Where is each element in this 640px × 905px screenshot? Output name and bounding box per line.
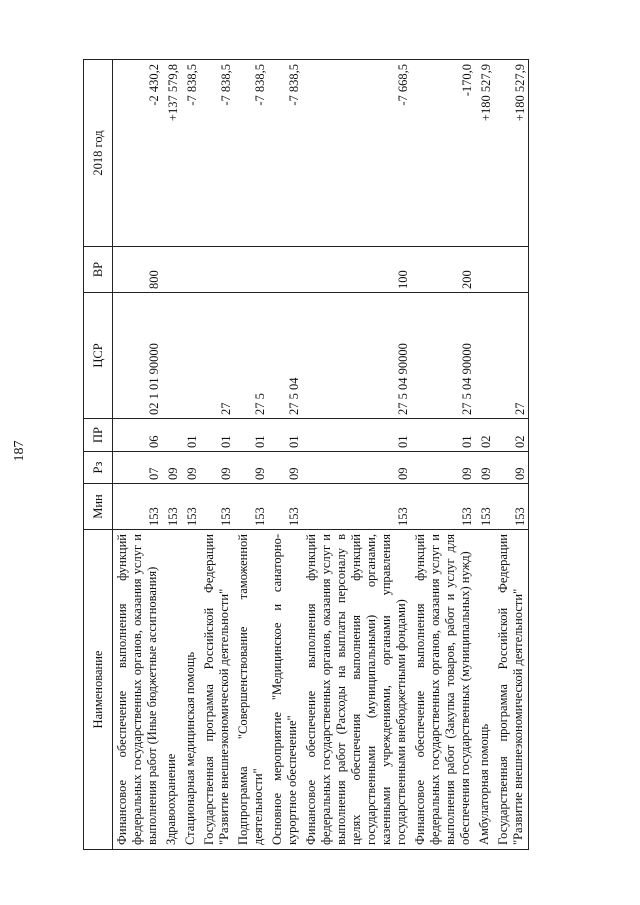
cell-value: -7 838,5 <box>268 60 302 247</box>
cell-pr: 06 <box>113 419 163 452</box>
cell-csr: 27 5 <box>234 293 268 419</box>
page-number: 187 <box>12 440 27 462</box>
cell-name: Государственная программа Российской Федерации "Развитие внешнеэкономической деятельности" <box>494 530 529 850</box>
cell-min: 153 <box>302 484 411 530</box>
cell-name: Здравоохранение <box>162 530 181 850</box>
table-row <box>162 60 181 850</box>
cell-min: 153 <box>181 484 200 530</box>
cell-pr: 01 <box>234 419 268 452</box>
cell-rz: 09 <box>475 452 494 484</box>
table-row <box>234 60 268 850</box>
header-pr: ПР <box>84 419 113 452</box>
header-name: Наименование <box>84 530 113 850</box>
cell-rz: 09 <box>181 452 200 484</box>
cell-csr: 27 <box>494 293 529 419</box>
table-row <box>200 60 234 850</box>
budget-table <box>83 59 529 850</box>
cell-csr <box>181 293 200 419</box>
header-csr: ЦСР <box>84 293 113 419</box>
header-min: Мин <box>84 484 113 530</box>
cell-value: -7 668,5 <box>302 60 411 247</box>
cell-rz: 09 <box>494 452 529 484</box>
cell-name: Финансовое обеспечение выполнения функций федеральных государственных органов, оказания услуг и выполнения работ (Иные бюджетные ассигнования) <box>113 530 163 850</box>
header-rz: Рз <box>84 452 113 484</box>
cell-rz: 09 <box>234 452 268 484</box>
cell-vr <box>268 247 302 293</box>
cell-name: Стационарная медицинская помощь <box>181 530 200 850</box>
cell-pr <box>162 419 181 452</box>
cell-min: 153 <box>200 484 234 530</box>
cell-pr: 01 <box>411 419 475 452</box>
cell-vr <box>200 247 234 293</box>
table-row <box>494 60 529 850</box>
cell-name: Основное мероприятие "Медицинское и санаторно-курортное обеспечение" <box>268 530 302 850</box>
cell-value: -7 838,5 <box>181 60 200 247</box>
cell-vr <box>234 247 268 293</box>
cell-min: 153 <box>268 484 302 530</box>
header-year: 2018 год <box>84 60 113 247</box>
cell-rz: 09 <box>200 452 234 484</box>
cell-min: 153 <box>475 484 494 530</box>
cell-value: -7 838,5 <box>234 60 268 247</box>
cell-name: Финансовое обеспечение выполнения функций федеральных государственных органов, оказания услуг и выполнения работ (Закупка товаров, работ и услуг для обеспечения государственных (муниципальных) нужд) <box>411 530 475 850</box>
cell-rz: 09 <box>411 452 475 484</box>
cell-vr <box>475 247 494 293</box>
cell-rz: 09 <box>162 452 181 484</box>
cell-value: +137 579,8 <box>162 60 181 247</box>
cell-rz: 09 <box>268 452 302 484</box>
cell-name: Подпрограмма "Совершенствование таможенной деятельности" <box>234 530 268 850</box>
cell-pr: 01 <box>268 419 302 452</box>
cell-csr: 02 1 01 90000 <box>113 293 163 419</box>
cell-pr: 02 <box>475 419 494 452</box>
table-row <box>411 60 475 850</box>
cell-rz: 09 <box>302 452 411 484</box>
cell-min: 153 <box>162 484 181 530</box>
cell-value: +180 527,9 <box>494 60 529 247</box>
cell-vr <box>494 247 529 293</box>
table-row <box>181 60 200 850</box>
cell-vr <box>162 247 181 293</box>
cell-name: Амбулаторная помощь <box>475 530 494 850</box>
cell-rz: 07 <box>113 452 163 484</box>
cell-name: Государственная программа Российской Федерации "Развитие внешнеэкономической деятельности" <box>200 530 234 850</box>
cell-value: -2 430,2 <box>113 60 163 247</box>
cell-csr: 27 5 04 <box>268 293 302 419</box>
table-row <box>113 60 163 850</box>
cell-min: 153 <box>494 484 529 530</box>
cell-value: +180 527,9 <box>475 60 494 247</box>
cell-csr <box>475 293 494 419</box>
cell-pr: 01 <box>181 419 200 452</box>
table-row <box>302 60 411 850</box>
rotated-table-container <box>83 60 565 850</box>
table-row <box>268 60 302 850</box>
cell-pr: 01 <box>200 419 234 452</box>
cell-vr: 200 <box>411 247 475 293</box>
table-header-row <box>84 60 113 850</box>
cell-pr: 01 <box>302 419 411 452</box>
cell-vr: 800 <box>113 247 163 293</box>
cell-value: -7 838,5 <box>200 60 234 247</box>
cell-name: Финансовое обеспечение выполнения функций федеральных государственных органов, оказания услуг и выполнения работ (Расходы на выплаты персоналу в целях обеспечения выполнения функций государственными (муниципальными) органами, казенными учреждениями, органами управления государственными внебюджетными фондами) <box>302 530 411 850</box>
cell-vr <box>181 247 200 293</box>
cell-csr: 27 <box>200 293 234 419</box>
cell-csr <box>162 293 181 419</box>
cell-pr: 02 <box>494 419 529 452</box>
header-vr: ВР <box>84 247 113 293</box>
cell-vr: 100 <box>302 247 411 293</box>
cell-value: -170,0 <box>411 60 475 247</box>
cell-min: 153 <box>411 484 475 530</box>
cell-min: 153 <box>113 484 163 530</box>
cell-min: 153 <box>234 484 268 530</box>
cell-csr: 27 5 04 90000 <box>302 293 411 419</box>
table-row <box>475 60 494 850</box>
cell-csr: 27 5 04 90000 <box>411 293 475 419</box>
